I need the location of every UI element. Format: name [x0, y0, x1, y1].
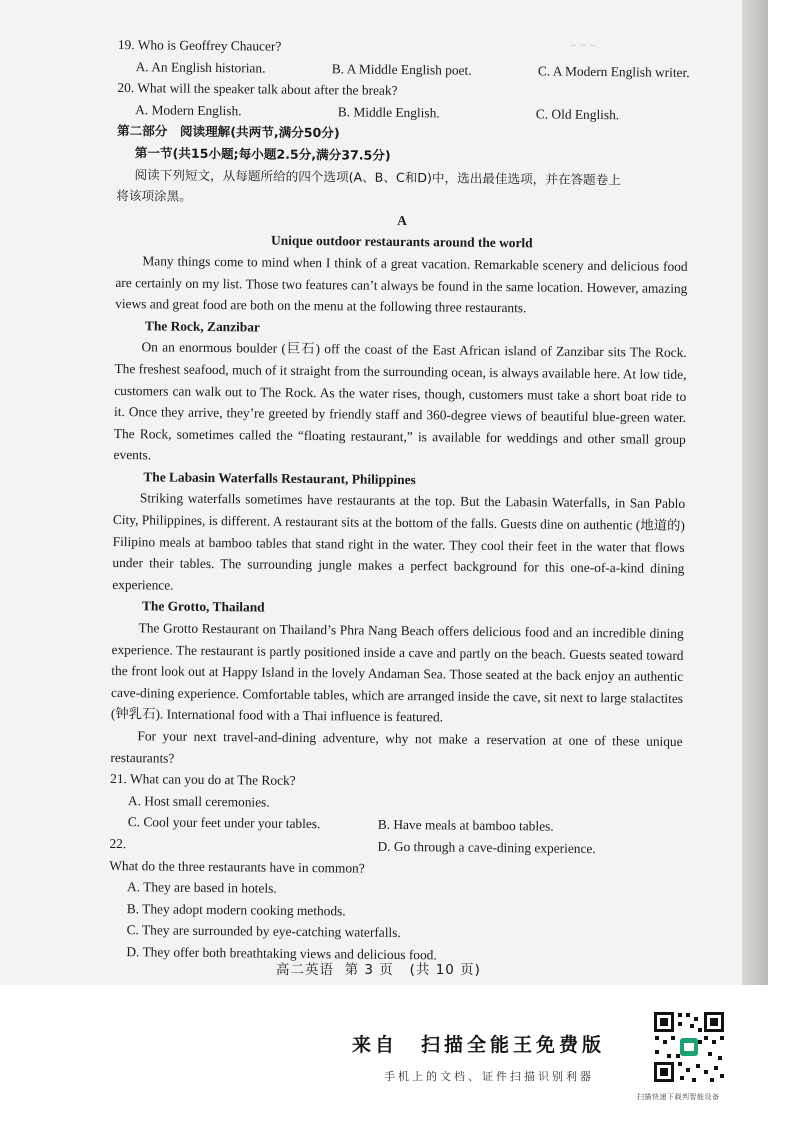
option-c: C. Cool your feet under your tables. — [127, 814, 321, 832]
question-stem: Who is Geoffrey Chaucer? — [137, 37, 282, 54]
qr-caption: 扫描快速下载判智能设备 — [637, 1093, 720, 1101]
bleed-through-text: ~ ~ ~ — [570, 40, 596, 52]
passage-letter: A — [397, 212, 407, 228]
question-22-row — [109, 833, 681, 882]
option-d: D. Go through a cave-dining experience. — [377, 838, 596, 857]
option-b: B. They adopt modern cooking methods. — [126, 900, 346, 919]
instruction-line1: 阅读下列短文，从每题所给的四个选项(A、B、C和D)中，选出最佳选项，并在答题卷上 — [134, 166, 621, 187]
question-number: 20. — [117, 80, 135, 96]
question-number: 19. — [117, 36, 135, 53]
page-footer — [276, 958, 481, 978]
scanner-brand: 来自 扫描全能王免费版 — [352, 1034, 606, 1056]
option-a: A. Modern English. — [135, 101, 242, 119]
footer-total: (共 10 页) — [409, 962, 481, 978]
option-a: A. Host small ceremonies. — [127, 792, 270, 810]
footer-subject: 高二英语 — [276, 962, 334, 978]
question-number: 22. — [109, 835, 127, 852]
option-b: B. Have meals at bamboo tables. — [377, 817, 554, 834]
option-c: C. They are surrounded by eye-catching waterfalls. — [126, 922, 401, 941]
question-number: 21. — [110, 771, 128, 787]
option-b: B. Middle English. — [337, 104, 440, 121]
question-22 — [109, 833, 377, 879]
passage-title: Unique outdoor restaurants around the world — [271, 232, 533, 251]
passage-closing: For your next travel-and-dining adventure, why not make a reservation at one of these unique restaurants? — [110, 728, 683, 766]
option-c: C. Old English. — [535, 106, 620, 123]
section-text-labasin: Striking waterfalls sometimes have restaurants at the top. But the Labasin Waterfalls, in San Pablo City, Philippines, is different. A restaurant sits at the bottom of the falls. Guests dine on authentic (地道的) Filipino meals at bamboo tables that stand right in the water. They cool their feet in the water that flows under their tables. The surrounding jungle makes a perfect background for this one-of-a-kind dining experience. — [112, 490, 686, 593]
option-c: C. A Modern English writer. — [537, 62, 690, 80]
section-heading-grotto: The Grotto, Thailand — [141, 598, 265, 616]
section1-heading: 第一节(共15小题;每小题2.5分,满分37.5分) — [134, 145, 391, 163]
option-a: A. An English historian. — [135, 58, 266, 76]
page-content — [108, 34, 690, 968]
scanner-tagline: 手机上的文档、证件扫描识别利器 — [384, 1070, 594, 1083]
question-stem: What will the speaker talk about after the break? — [137, 80, 398, 99]
section-text-rock: On an enormous boulder (巨石) off the coast of the East African island of Zanzibar sits The Rock. The freshest seafood, much of it straight from the surrounding ocean, is always available here. At low tide, customers can walk out to The Rock. As the water rises, though, customers must take a short boat ride to it. Once they arrive, they’re greeted by friendly staff and 360-degree views of beautiful blue-green water. The Rock, sometimes called the “floating restaurant,” is available for weddings and other small group events. — [113, 339, 687, 463]
section-heading-labasin: The Labasin Waterfalls Restaurant, Philippines — [143, 469, 416, 488]
question-stem: What can you do at The Rock? — [129, 771, 296, 789]
passage-intro: Many things come to mind when I think of a great vacation. Remarkable scenery and delicious food are certainly on my list. Those two features can’t always be found in the same location. However, amazing views and great food are both on the menu at the following three restaurants. — [115, 253, 688, 316]
section-heading-rock: The Rock, Zanzibar — [144, 318, 260, 335]
option-b: B. A Middle English poet. — [331, 60, 472, 78]
qr-code-icon[interactable] — [652, 1010, 726, 1084]
footer-page: 第 3 页 — [344, 962, 394, 978]
section-text-grotto: The Grotto Restaurant on Thailand’s Phra Nang Beach offers delicious food and an incredible dining experience. The restaurant is partly positioned inside a cave and partly on the beach. Guests seated toward the front look out at Happy Island in the lovely Andaman Sea. Those seated at the back enjoy an authentic cave-dining experience. Comfortable tables, which are arranged inside the cave, sit next to large stalactites (钟乳石). International food with a Thai influence is featured. — [110, 620, 684, 725]
instruction-line2: 将该项涂黑。 — [116, 188, 192, 204]
question-stem: What do the three restaurants have in common? — [109, 857, 365, 876]
option-d: D. They offer both breathtaking views and delicious food. — [126, 944, 437, 963]
option-a: A. They are based in hotels. — [126, 879, 277, 896]
page-edge-shadow — [742, 0, 768, 985]
part2-heading: 第二部分 阅读理解(共两节,满分50分) — [116, 123, 340, 141]
